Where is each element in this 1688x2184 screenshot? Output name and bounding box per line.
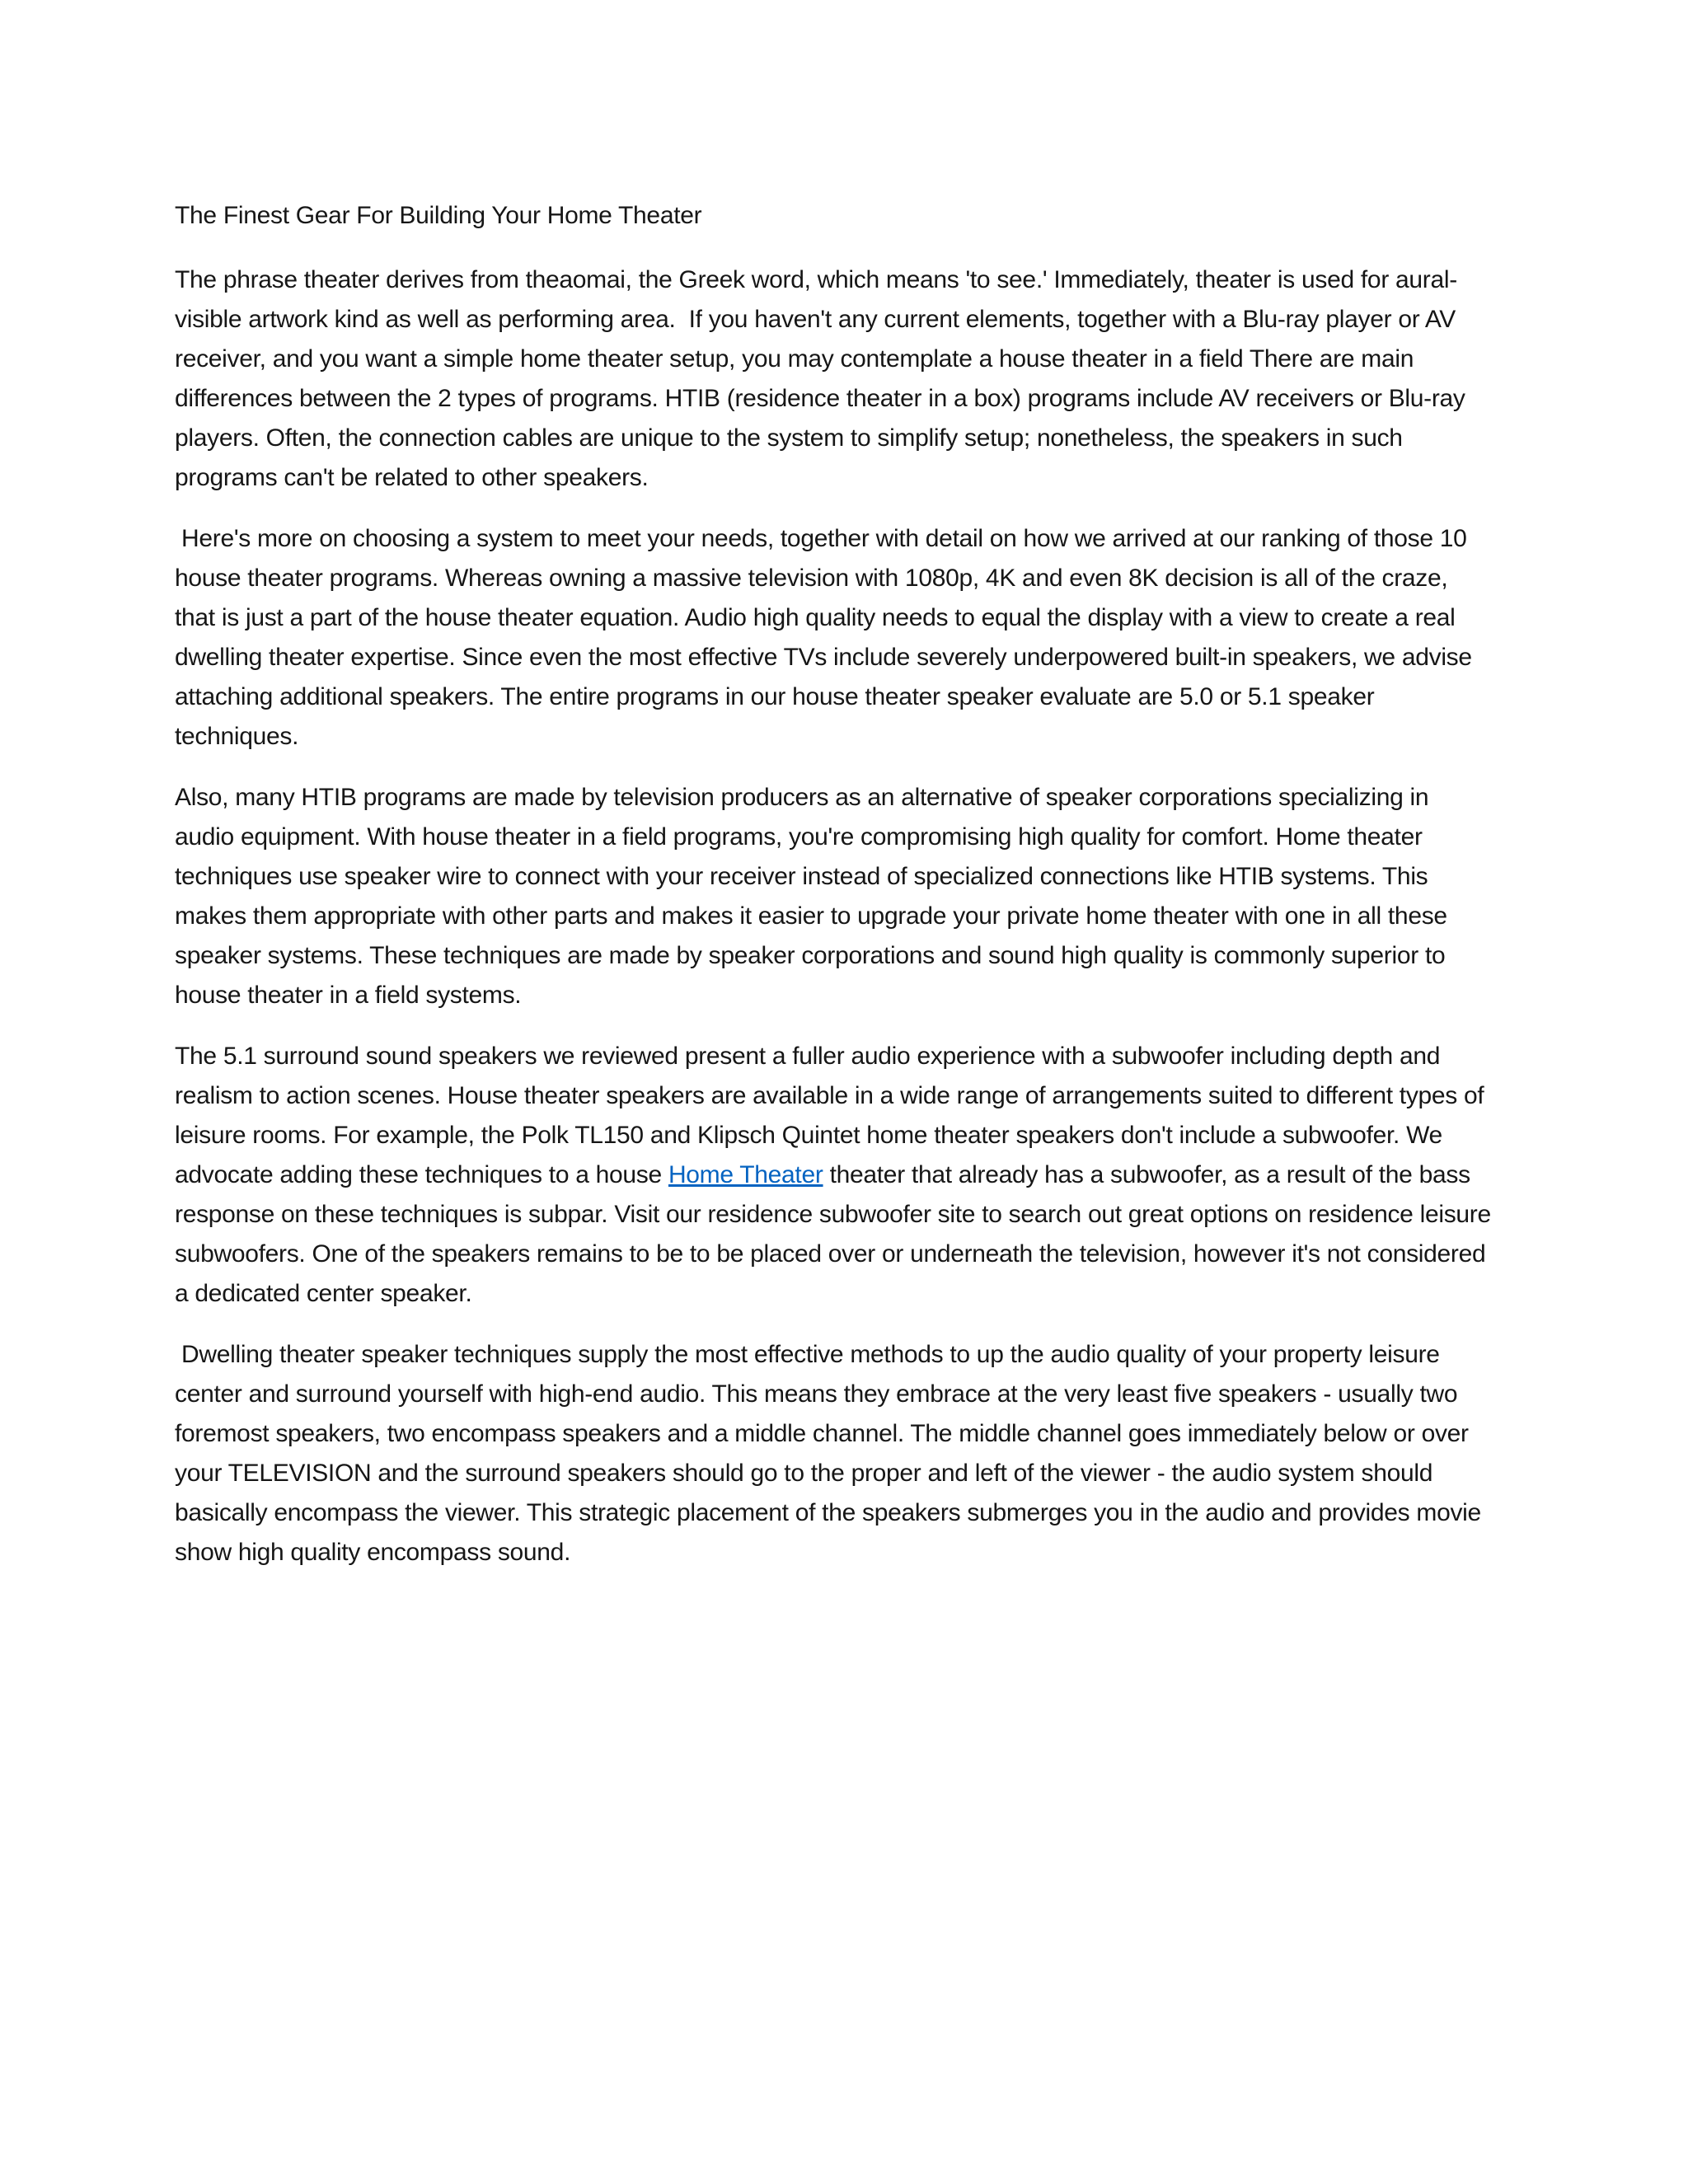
paragraph-3: Also, many HTIB programs are made by television producers as an alternative of speaker corporations specializing in audio equipment. With house theater in a field programs, you're compromising high quality for comfort. Home theater techniques use speaker wire to connect with your receiver instead of specialized connections like HTIB systems. This makes them appropriate with other parts and makes it easier to upgrade your private home theater with one in all these speaker systems. These techniques are made by speaker corporations and sound high quality is commonly superior to house theater in a field systems.: [175, 784, 1454, 1009]
document-title: The Finest Gear For Building Your Home Theater: [175, 202, 702, 229]
document-content: [175, 196, 1498, 1594]
paragraph-5: Dwelling theater speaker techniques supply the most effective methods to up the audio quality of your property leisure center and surround yourself with high-end audio. This means they embrace at the very least five speakers - usually two foremost speakers, two encompass speakers and a middle channel. The middle channel goes immediately below or over your TELEVISION and the surround speakers should go to the proper and left of the viewer - the audio system should basically encompass the viewer. This strategic placement of the speakers submerges you in the audio and provides movie show high quality encompass sound.: [175, 1341, 1488, 1566]
paragraph-4-text-after: theater that already has a subwoofer, as a result of the bass response on these techniques is subpar. Visit our residence subwoofer site to search out great options on residence leisure subwoofers. One of the speakers remains to be to be placed over or underneath the television, however it's not considered a dedicated center speaker.: [175, 1161, 1498, 1307]
home-theater-link[interactable]: Home Theater: [668, 1161, 823, 1188]
paragraph-2: Here's more on choosing a system to meet your needs, together with detail on how we arrived at our ranking of those 10 house theater programs. Whereas owning a massive television with 1080p, 4K and even 8K decision is all of the craze, that is just a part of the house theater equation. Audio high quality needs to equal the display with a view to create a real dwelling theater expertise. Since even the most effective TVs include severely underpowered built-in speakers, we advise attaching additional speakers. The entire programs in our house theater speaker evaluate are 5.0 or 5.1 speaker techniques.: [175, 525, 1479, 750]
paragraph-1: The phrase theater derives from theaomai, the Greek word, which means 'to see.' Immediately, theater is used for aural-visible artwork kind as well as performing area. If you haven't any current elements, together with a Blu-ray player or AV receiver, and you want a simple home theater setup, you may contemplate a house theater in a field There are main differences between the 2 types of programs. HTIB (residence theater in a box) programs include AV receivers or Blu-ray players. Often, the connection cables are unique to the system to simplify setup; nonetheless, the speakers in such programs can't be related to other speakers.: [175, 266, 1472, 491]
paragraph-4: [175, 1037, 1498, 1314]
paragraph-4-text-before: The 5.1 surround sound speakers we reviewed present a fuller audio experience with a subwoofer including depth and realism to action scenes. House theater speakers are available in a wide range of arrangements suited to different types of leisure rooms. For example, the Polk TL150 and Klipsch Quintet home theater speakers don't include a subwoofer. We advocate adding these techniques to a house: [175, 1043, 1491, 1188]
